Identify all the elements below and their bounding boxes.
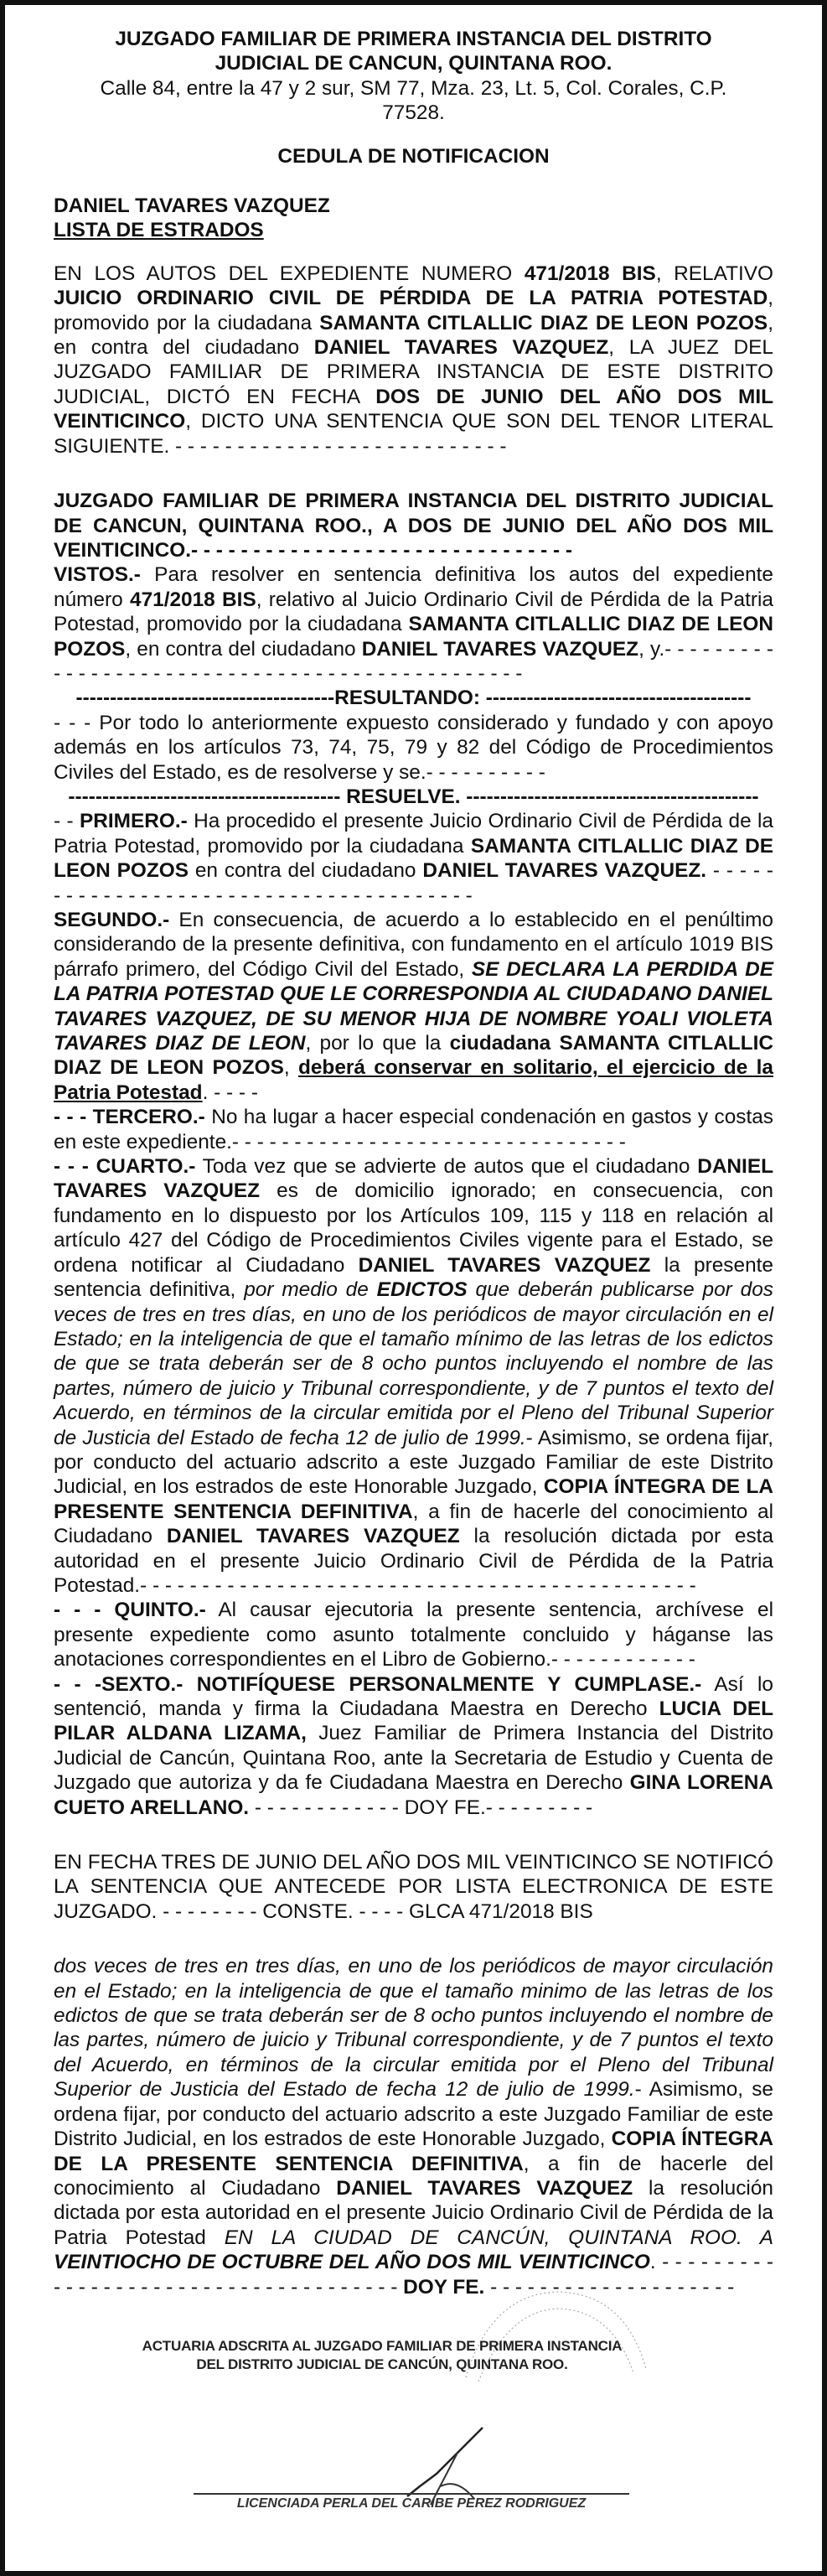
- cuarto-text: la presente sentencia definitiva,: [54, 1253, 773, 1302]
- intro-text: , en contra del ciudadano: [54, 311, 773, 360]
- intro-text: , RELATIVO: [655, 262, 773, 285]
- notificacion-lista: EN FECHA TRES DE JUNIO DEL AÑO DOS MIL VEINTICINCO SE NOTIFICÓ LA SENTENCIA QUE ANTECEDE POR LISTA ELECTRONICA DE ESTE JUZGADO. - - - - - - - - CONSTE. - - - - GLCA 471/2018 BIS: [54, 1851, 773, 1923]
- addressee-name: DANIEL TAVARES VAZQUEZ: [54, 194, 330, 218]
- edicto-fecha: VEINTIOCHO DE OCTUBRE DEL AÑO DOS MIL VEINTICINCO: [54, 2251, 650, 2274]
- edicto-text: - - - - - - - - - - - - - - - - - - - -: [484, 2275, 735, 2299]
- edicto-text: , a fin de hacerle del conocimiento al Ciudadano: [54, 2152, 773, 2200]
- vistos-text: Para resolver en sentencia definitiva los autos del expediente número: [54, 563, 773, 611]
- edicto-text: la resolución dictada por esta autoridad en el presente Juicio Ordinario Civil de Pérdida de la Patria Potestad: [54, 2176, 773, 2249]
- cuarto-text: es de domicilio ignorado; en consecuencia, con fundamento en lo dispuesto por los Artículos 109, 115 y 118 en relación al artículo 427 del Código de Procedimientos Civiles vigente para el Estado, se ordena notificar al Ciudadano: [54, 1179, 773, 1277]
- vistos-text: , relativo al Juicio Ordinario Civil de Pérdida de la Patria Potestad, promovido por la ciudadana: [54, 588, 773, 636]
- primero-actora: SAMANTA CITLALLIC DIAZ DE LEON POZOS: [54, 834, 773, 883]
- vistos-text: , en contra del ciudadano: [125, 637, 362, 661]
- edicto-text: - Asimismo, se ordena fijar, por conducto del actuario adscrito a este Juzgado Familiar de este Distrito Judicial, en los estrados de este Honorable Juzgado,: [54, 2078, 773, 2151]
- segundo-text: , por lo que la: [305, 1032, 450, 1055]
- segundo-label: SEGUNDO.-: [54, 909, 170, 931]
- cuarto-text: Toda vez que se advierte de autos que el ciudadano: [195, 1155, 698, 1179]
- actuaria-name: LICENCIADA PERLA DEL CARIBE PEREZ RODRIGUEZ: [194, 2493, 629, 2511]
- primero-text: en contra del ciudadano: [189, 859, 423, 883]
- quinto-paragraph: [54, 1598, 773, 1672]
- tercero-paragraph: [54, 1105, 773, 1154]
- sexto-text: - - - - - - - - - - - - DOY FE.- - - - - - - - -: [249, 1796, 593, 1819]
- edicto-italic: EN LA CIUDAD DE CANCÚN, QUINTANA ROO. A: [224, 2226, 773, 2249]
- segundo-actora: ciudadana SAMANTA CITLALLIC DIAZ DE LEON POZOS: [54, 1032, 773, 1080]
- cuarto-italic: por medio de: [244, 1278, 377, 1302]
- signature-block: [131, 2337, 633, 2374]
- cuarto-demandado: DANIEL TAVARES VAZQUEZ: [54, 1155, 773, 1203]
- resultando-heading: --------------------------------------RESULTANDO: ---------------------------------------: [75, 687, 752, 710]
- cuarto-demandado: DANIEL TAVARES VAZQUEZ: [166, 1525, 460, 1548]
- primero-paragraph: [54, 809, 773, 908]
- actuaria-cargo-line1: ACTUARIA ADSCRITA AL JUZGADO FAMILIAR DE PRIMERA INSTANCIA: [142, 2338, 623, 2354]
- segundo-text: . - - - -: [202, 1081, 258, 1104]
- sexto-juez: LUCIA DEL PILAR ALDANA LIZAMA,: [54, 1697, 774, 1745]
- court-header-line1: JUZGADO FAMILIAR DE PRIMERA INSTANCIA DEL DISTRITO: [115, 28, 712, 50]
- edicto-italic: dos veces de tres en tres días, en uno de los periódicos de mayor circulación en el Estado; en la inteligencia de que el tamaño minimo de las letras de los edictos de que se trata deberán ser de 8 ocho puntos incluyendo el nombre de las partes, número de juicio y Tribunal correspondiente, y de 7 puntos el texto del Acuerdo, en términos de la circular emitida por el Pleno del Tribunal Superior de Justicia del Estado de fecha 12 de julio de 1999.: [54, 1955, 773, 2102]
- resuelve-heading: ---------------------------------------- RESUELVE. -------------------------------------------: [68, 785, 759, 808]
- cuarto-paragraph: [54, 1154, 773, 1598]
- court-header-line2: JUDICIAL DE CANCUN, QUINTANA ROO.: [215, 52, 612, 75]
- court-address-line2: 77528.: [382, 101, 445, 125]
- edicto-doy-fe: DOY FE.: [403, 2275, 485, 2299]
- vistos-actora: SAMANTA CITLALLIC DIAZ DE LEON POZOS: [54, 613, 773, 661]
- primero-text: - - - - - - - - - - - - - - - - - - - - - - - - - - - - - - - - - - - - - - -: [54, 859, 773, 907]
- segundo-deber: deberá conservar en solitario, el ejercicio de la Patria Potestad: [54, 1056, 774, 1104]
- segundo-declaration: SE DECLARA LA PERDIDA DE LA PATRIA POTESTAD QUE LE CORRESPONDIA AL CIUDADANO DANIEL TAVARES VAZQUEZ, DE SU MENOR HIJA DE NOMBRE YOALI VIOLETA TAVARES DIAZ DE LEON: [54, 957, 773, 1055]
- vistos-expediente: 471/2018 BIS: [130, 588, 256, 611]
- primero-dashes: - -: [54, 810, 80, 833]
- sexto-text: Juez Familiar de Primera Instancia del Distrito Judicial de Cancún, Quintana Roo, ante la Secretaria de Estudio y Cuenta de Juzgado que autoriza y da fe Ciudadana Maestra en Derecho: [54, 1722, 774, 1795]
- edicto-copia: COPIA ÍNTEGRA DE LA PRESENTE SENTENCIA DEFINITIVA: [54, 2128, 773, 2175]
- tercero-text: No ha lugar a hacer especial condenación en gastos y costas en este expediente.- - - - - - - - - - - - - - - - - - - - - - - - - - - - - - - -: [54, 1106, 773, 1153]
- intro-text: EN LOS AUTOS DEL EXPEDIENTE NUMERO: [54, 262, 525, 285]
- resultando-paragraph: - - - Por todo lo anteriormente expuesto considerado y fundado y con apoyo además en los artículos 73, 74, 75, 79 y 82 del Código de Procedimientos Civiles del Estado, es de resolverse y se.- - - - - - - - - -: [54, 711, 773, 784]
- demandado-name: DANIEL TAVARES VAZQUEZ: [313, 336, 609, 360]
- intro-text: , LA JUEZ DEL JUZGADO FAMILIAR DE PRIMERA INSTANCIA DE ESTE DISTRITO JUDICIAL, DICTÓ EN FECHA: [54, 336, 773, 408]
- cuarto-demandado: DANIEL TAVARES VAZQUEZ: [358, 1253, 651, 1277]
- primero-label: PRIMERO.-: [79, 810, 188, 833]
- cuarto-text: - Asimismo, se ordena fijar, por conducto del actuario adscrito a este Juzgado Familiar de este Distrito Judicial, en los estrados de este Honorable Juzgado,: [54, 1426, 773, 1499]
- quinto-label: - - - QUINTO.-: [54, 1599, 206, 1622]
- cuarto-italic: que deberán publicarse por dos veces de tres en tres días, en uno de los periódicos de mayor circulación en el Estado; en la inteligencia de que el tamaño mínimo de las letras de los edictos de que se trata deberán ser de 8 ocho puntos incluyendo el nombre de las partes, número de juicio y Tribunal correspondiente, y de 7 puntos el texto del Acuerdo, en términos de la circular emitida por el Pleno del Tribunal Superior de Justicia del Estado de fecha 12 de julio de 1999.: [54, 1278, 773, 1449]
- segundo-text: ,: [283, 1056, 298, 1080]
- intro-text: , promovido por la ciudadana: [54, 287, 773, 334]
- primero-demandado: DANIEL TAVARES VAZQUEZ.: [422, 859, 707, 883]
- sexto-secretaria: GINA LORENA CUETO ARELLANO.: [54, 1771, 773, 1819]
- cedula-title: CEDULA DE NOTIFICACION: [277, 144, 550, 168]
- sexto-paragraph: [54, 1672, 773, 1820]
- addressee-lista: LISTA DE ESTRADOS: [54, 219, 264, 242]
- cuarto-edictos: EDICTOS: [376, 1278, 468, 1302]
- intro-paragraph: [54, 262, 773, 459]
- edicto-final-paragraph: [54, 1954, 773, 2299]
- segundo-text: En consecuencia, de acuerdo a lo establecido en el penúltimo considerando de la presente definitiva, con fundamento en el artículo 1019 BIS párrafo primero, del Código Civil del Estado,: [54, 909, 773, 981]
- notice-content: [54, 27, 773, 2299]
- tercero-label: - - - TERCERO.-: [54, 1106, 205, 1129]
- quinto-text: Al causar ejecutoria la presente sentencia, archívese el presente expediente como asunto totalmente concluido y háganse las anotaciones correspondientes en el Libro de Gobierno.- - - - - - - - - - - -: [54, 1599, 773, 1672]
- edicto-demandado: DANIEL TAVARES VAZQUEZ: [336, 2176, 633, 2200]
- court-address-line1: Calle 84, entre la 47 y 2 sur, SM 77, Mza. 23, Lt. 5, Col. Corales, C.P.: [100, 76, 727, 100]
- vistos-demandado: DANIEL TAVARES VAZQUEZ: [361, 637, 639, 661]
- cuarto-text: , a fin de hacerle del conocimiento al Ciudadano: [54, 1500, 773, 1548]
- juicio-name: JUICIO ORDINARIO CIVIL DE PÉRDIDA DE LA PATRIA POTESTAD: [54, 287, 768, 310]
- sexto-label: - - -SEXTO.- NOTIFÍQUESE PERSONALMENTE Y CUMPLASE.-: [54, 1672, 702, 1696]
- intro-text: , DICTO UNA SENTENCIA QUE SON DEL TENOR LITERAL SIGUIENTE. - - - - - - - - - - - - - - - - - - - - - - - - - - -: [54, 410, 773, 458]
- expediente-number: 471/2018 BIS: [524, 262, 656, 285]
- actora-name: SAMANTA CITLALLIC DIAZ DE LEON POZOS: [319, 311, 768, 334]
- segundo-paragraph: [54, 908, 773, 1105]
- sentencia-heading: JUZGADO FAMILIAR DE PRIMERA INSTANCIA DEL DISTRITO JUDICIAL DE CANCUN, QUINTANA ROO., A DOS DE JUNIO DEL AÑO DOS MIL VEINTICINCO.- - - - - - - - - - - - - - - - - - - - - - - - - - - - - - -: [54, 490, 773, 562]
- cuarto-label: - - - CUARTO.-: [54, 1155, 196, 1179]
- vistos-text: , y.- - - - - - - - - - - - - - - - - - - - - - - - - - - - - - - - - - - - - - - - - - - - - - -: [54, 637, 773, 685]
- vistos-label: VISTOS.-: [54, 563, 141, 587]
- vistos-paragraph: [54, 562, 773, 686]
- actuaria-cargo-line2: DEL DISTRITO JUDICIAL DE CANCÚN, QUINTANA ROO.: [196, 2356, 568, 2372]
- edicto-text: . - - - - - - - - - - - - - - - - - - - - - - - - - - - - - - - - - - - - -: [54, 2251, 773, 2299]
- cuarto-copia: COPIA ÍNTEGRA DE LA PRESENTE SENTENCIA DEFINITIVA: [54, 1475, 773, 1523]
- primero-text: Ha procedido el presente Juicio Ordinario Civil de Pérdida de la Patria Potestad, promovido por la ciudadana: [54, 810, 773, 858]
- sexto-text: Así lo sentenció, manda y firma la Ciudadana Maestra en Derecho: [54, 1672, 773, 1720]
- sentencia-date: DOS DE JUNIO DEL AÑO DOS MIL VEINTICINCO: [54, 385, 773, 433]
- cuarto-text: la resolución dictada por esta autoridad en el presente Juicio Ordinario Civil de Pérdida de la Patria Potestad.- - - - - - - - - - - - - - - - - - - - - - - - - - - - - - - - - - - - - - - - - - - - -: [54, 1525, 774, 1597]
